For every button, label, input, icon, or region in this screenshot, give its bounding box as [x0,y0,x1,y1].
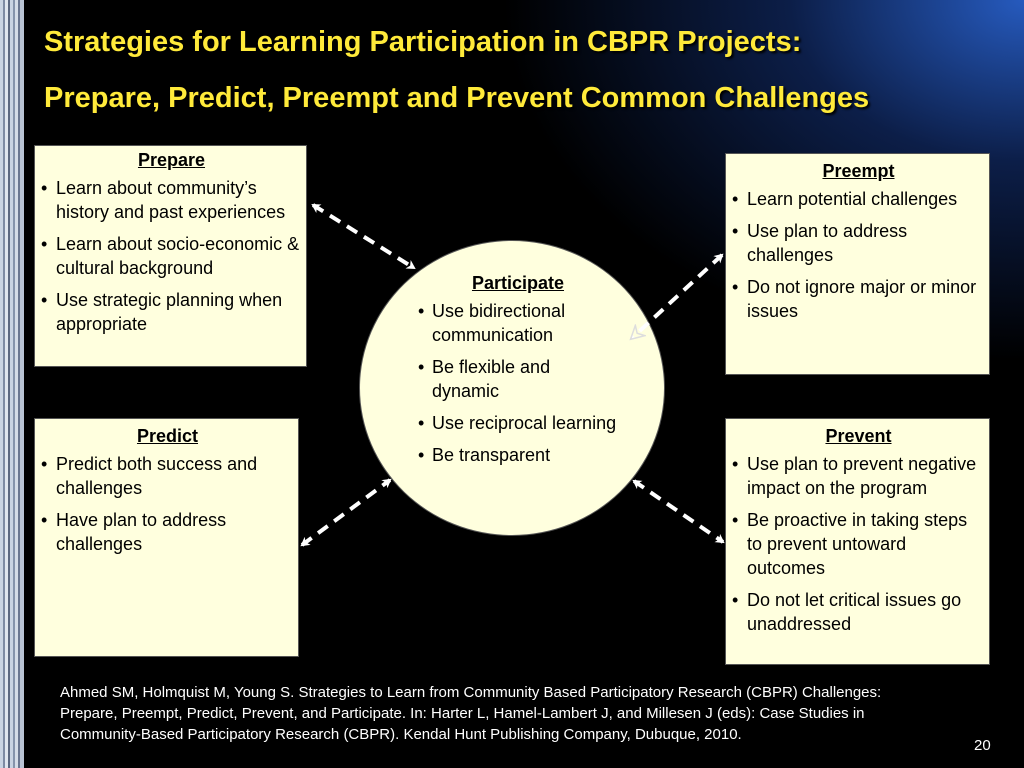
prepare-item: • Learn about socio-economic & cultural background [39,232,304,280]
citation-text: Ahmed SM, Holmquist M, Young S. Strategies to Learn from Community Based Participatory Research (CBPR) Challenges: Prepare, Preempt, Predict, Prevent, and Participate. In: Harter L, Hamel-Lambert J, and Millesen J (eds): Case Studies in Community-Based Participatory Research (CBPR). Kendal Hunt Publishing Company, Dubuque, 2010. [60,684,882,743]
page-number: 20 [974,737,991,754]
slide-title-line-2: Prepare, Predict, Preempt and Prevent Common Challenges [44,82,870,114]
preempt-heading: Preempt [822,161,895,181]
preempt-item: • Do not ignore major or minor issues [730,275,987,323]
participate-item: • Use bidirectional communication [418,299,618,347]
prevent-item: • Use plan to prevent negative impact on the program [730,452,987,500]
preempt-list [730,187,987,323]
participate-content [418,271,618,467]
preempt-item: • Learn potential challenges [730,187,987,211]
slide-title-line-1: Strategies for Learning Participation in CBPR Projects: [44,26,802,58]
left-decorative-stripes [0,0,24,768]
prevent-box [725,418,990,665]
participate-item: • Use reciprocal learning [418,411,618,435]
preempt-item: • Use plan to address challenges [730,219,987,267]
prepare-box [34,145,307,367]
prepare-list [39,176,304,336]
participate-item: • Be flexible and dynamic [418,355,618,403]
predict-item: • Have plan to address challenges [39,508,296,556]
participate-heading: Participate [471,273,565,293]
prevent-participate-arrow [634,481,723,542]
predict-heading: Predict [136,426,199,446]
participate-list [418,299,618,467]
participate-circle [359,240,665,536]
prepare-item: • Use strategic planning when appropriate [39,288,304,336]
predict-item: • Predict both success and challenges [39,452,296,500]
prepare-item: • Learn about community’s history and past experiences [39,176,304,224]
prevent-list [730,452,987,636]
predict-box [34,418,299,657]
prevent-item: • Do not let critical issues go unaddressed [730,588,987,636]
predict-participate-arrow [302,480,390,545]
prevent-heading: Prevent [825,426,892,446]
prepare-heading: Prepare [137,150,206,170]
prepare-participate-arrow [313,205,414,268]
predict-list [39,452,296,556]
participate-item: • Be transparent [418,443,618,467]
prevent-item: • Be proactive in taking steps to prevent untoward outcomes [730,508,987,580]
preempt-box [725,153,990,375]
